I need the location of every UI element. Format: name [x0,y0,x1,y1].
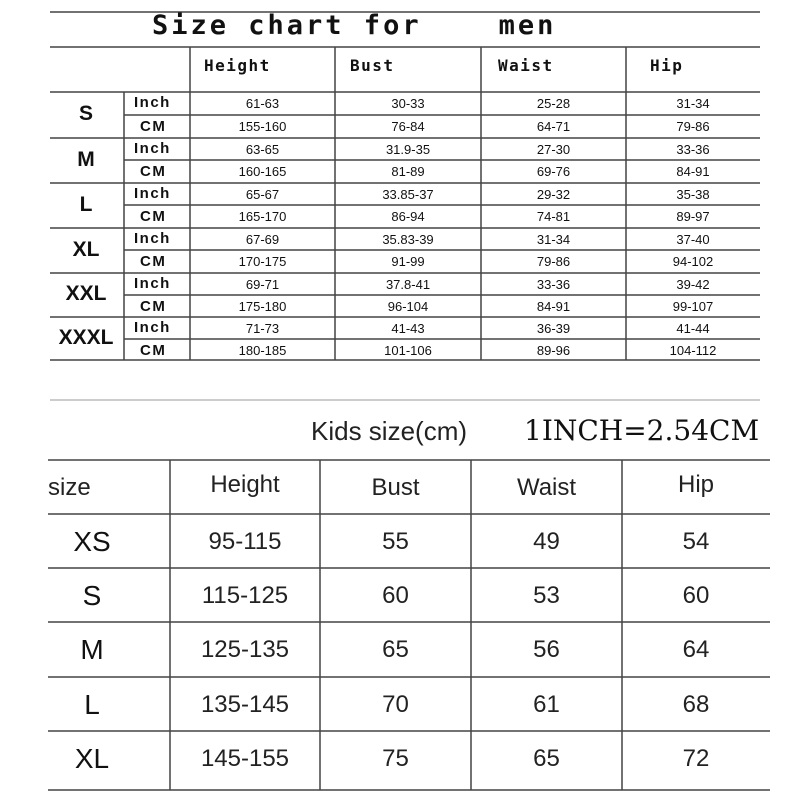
unit-cm-label: CM [140,253,167,270]
kids-size-label: L [84,689,100,720]
men-inch-cell: 67-69 [245,232,280,247]
men-inch-cell: 27-30 [536,142,571,157]
men-size-label: L [79,192,93,216]
men-inch-cell: 25-28 [536,96,571,111]
men-cm-cell: 89-97 [676,209,710,224]
men-cm-cell: 69-76 [536,164,571,179]
men-inch-cell: 31-34 [676,96,710,111]
kids-value-cell: 125-135 [200,636,290,663]
men-inch-cell: 33-36 [536,277,571,292]
men-cm-cell: 101-106 [384,343,432,358]
men-size-label: XXXL [58,325,114,349]
kids-header-hip: Hip [677,471,714,498]
unit-inch-label: Inch [134,185,171,202]
kids-value-cell: 64 [682,636,710,663]
kids-size-label: S [82,580,102,611]
men-cm-cell: 84-91 [536,299,571,314]
unit-inch-label: Inch [134,275,171,292]
men-size-label: XXL [65,282,107,305]
men-inch-cell: 63-65 [245,142,280,157]
unit-inch-label: Inch [134,140,171,157]
kids-value-cell: 61 [533,691,560,718]
kids-value-cell: 70 [382,691,409,718]
men-inch-cell: 31-34 [536,232,571,247]
men-size-label: XL [72,237,100,261]
kids-value-cell: 55 [382,528,409,555]
unit-cm-label: CM [140,118,167,135]
kids-value-cell: 95-115 [208,528,282,555]
unit-inch-label: Inch [134,319,171,336]
kids-value-cell: 60 [382,582,409,609]
men-cm-cell: 94-102 [672,254,714,269]
men-header-hip: Hip [650,56,684,75]
kids-value-cell: 49 [533,528,560,555]
kids-value-cell: 65 [533,745,560,772]
men-cm-cell: 91-99 [391,254,425,269]
men-inch-cell: 37-40 [676,232,710,247]
men-cm-cell: 99-107 [672,299,714,314]
unit-cm-label: CM [140,163,167,180]
men-header-bust: Bust [350,56,395,75]
men-cm-cell: 96-104 [387,299,429,314]
men-cm-cell: 155-160 [238,119,287,134]
kids-value-cell: 68 [682,691,710,718]
men-inch-cell: 33.85-37 [382,187,434,202]
men-inch-cell: 37.8-41 [385,277,431,292]
men-inch-cell: 41-44 [676,321,710,336]
unit-inch-label: Inch [134,230,171,247]
men-cm-cell: 84-91 [676,164,710,179]
kids-value-cell: 56 [533,636,560,663]
unit-cm-label: CM [140,298,167,315]
unit-cm-label: CM [140,208,167,225]
kids-size-label: M [80,634,104,665]
kids-header-height: Height [210,471,280,498]
men-cm-cell: 165-170 [238,209,287,224]
kids-size-label: XL [74,743,110,774]
unit-conversion-note: 1INCH=2.54CM [524,414,760,447]
kids-value-cell: 115-125 [201,582,289,609]
men-cm-cell: 74-81 [536,209,571,224]
men-header-waist: Waist [498,56,554,75]
men-inch-cell: 35.83-39 [382,232,434,247]
kids-value-cell: 75 [382,745,409,772]
kids-value-cell: 53 [533,582,560,609]
men-header-height: Height [204,56,271,75]
men-cm-cell: 76-84 [391,119,425,134]
men-inch-cell: 65-67 [245,187,280,202]
men-cm-cell: 170-175 [238,254,287,269]
men-cm-cell: 81-89 [391,164,425,179]
kids-size-label: XS [73,526,111,557]
men-inch-cell: 71-73 [245,321,280,336]
kids-value-cell: 65 [382,636,409,663]
men-cm-cell: 175-180 [238,299,287,314]
men-cm-cell: 64-71 [536,119,571,134]
men-inch-cell: 30-33 [391,96,425,111]
kids-value-cell: 60 [682,582,710,609]
men-cm-cell: 180-185 [238,343,287,358]
unit-cm-label: CM [140,342,167,359]
men-inch-cell: 33-36 [676,142,710,157]
men-inch-cell: 31.9-35 [385,142,431,157]
kids-chart-title: Kids size(cm) [311,416,468,446]
men-cm-cell: 89-96 [536,343,571,358]
men-cm-cell: 104-112 [669,343,717,358]
kids-value-cell: 54 [682,528,710,555]
men-cm-cell: 79-86 [536,254,571,269]
men-inch-cell: 39-42 [676,277,710,292]
kids-value-cell: 145-155 [200,745,290,772]
men-size-label: M [77,147,95,171]
men-inch-cell: 61-63 [245,96,280,111]
kids-value-cell: 72 [682,745,710,772]
men-cm-cell: 86-94 [391,209,425,224]
men-size-label: S [78,102,93,125]
men-inch-cell: 29-32 [536,187,571,202]
men-inch-cell: 41-43 [391,321,425,336]
men-inch-cell: 69-71 [245,277,280,292]
men-inch-cell: 36-39 [536,321,571,336]
kids-value-cell: 135-145 [200,691,290,718]
men-inch-cell: 35-38 [676,187,710,202]
kids-header-size: size [48,474,91,501]
kids-header-waist: Waist [516,474,577,501]
men-cm-cell: 79-86 [676,119,710,134]
men-cm-cell: 160-165 [238,164,287,179]
unit-inch-label: Inch [134,94,171,111]
kids-header-bust: Bust [371,474,420,501]
men-chart-title: Size chart for men [152,10,557,41]
